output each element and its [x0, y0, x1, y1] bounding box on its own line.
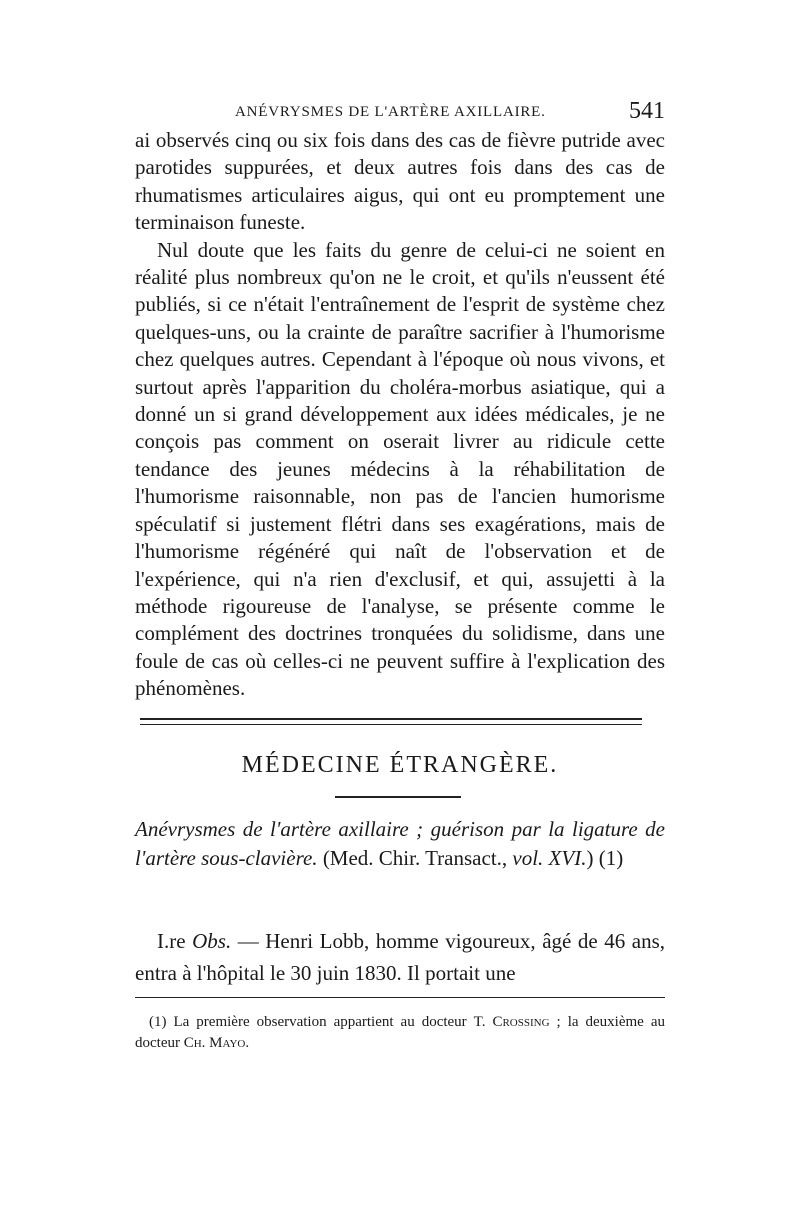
section-heading: MÉDECINE ÉTRANGÈRE.: [241, 752, 559, 778]
page-number: 541: [629, 98, 665, 124]
observation-block: [135, 925, 665, 989]
footnote-rule: [135, 997, 665, 998]
footnote-name-2: Ch. Mayo: [183, 1035, 246, 1051]
article-title-block: [135, 815, 665, 872]
article-volume: vol. XVI.: [512, 845, 587, 870]
footnote-paragraph: [135, 1012, 665, 1054]
footnote: [135, 1012, 665, 1054]
running-title: ANÉVRYSMES DE L'ARTÈRE AXILLAIRE.: [235, 104, 546, 120]
footnote-marker: (1): [149, 1014, 167, 1030]
footnote-text-after: .: [245, 1035, 250, 1051]
paragraph-1: ai observés cinq ou six fois dans des cas de fièvre putride avec parotides suppurées, et deux autres fois dans des cas de rhumatismes articulaires aigus, qui ont eu promptement une terminaison funeste.: [135, 128, 665, 235]
paragraph-2: Nul doute que les faits du genre de celui-ci ne soient en réalité plus nombreux qu'on ne le croit, et qu'ils n'eussent été publiés, si ce n'était l'entraînement de l'esprit de système chez quelques-uns, ou la crainte de paraître sacrifier à l'humorisme chez quelques autres. Cependant à l'époque où nous vivons, et surtout après l'apparition du choléra-morbus asiatique, qui a donné un si grand développement aux idées médicales, je ne conçois pas comment on oserait livrer au ridicule cette tendance des jeunes médecins à la réhabilitation de l'humorisme raisonnable, non pas de l'ancien humorisme spéculatif si justement flétri dans ses exagérations, mais de l'humorisme régénéré qui naît de l'observation et de l'expérience, qui n'a rien d'exclusif, et qui, assujetti à la méthode rigoureuse de l'analyse, se présente comme le complément des doctrines tronquées du solidisme, dans une foule de cas où celles-ci ne peuvent suffire à l'explication des phénomènes.: [135, 237, 665, 701]
observation-text: — Henri Lobb, homme vigoureux, âgé de 46 ans, entra à l'hôpital le 30 juin 1830. Il portait une: [135, 929, 665, 985]
article-title-italic: Anévrysmes de l'artère axillaire ; guérison par la ligature de l'artère sous-clavière.: [135, 817, 665, 870]
footnote-text-before: La première observation appartient au docteur: [166, 1014, 474, 1030]
article-title: [135, 815, 665, 872]
observation-label: Obs.: [192, 929, 232, 953]
page-header: [135, 100, 665, 128]
section-divider-bottom: [140, 724, 642, 725]
observation-paragraph: [135, 925, 665, 989]
footnote-name-1: T. Crossing: [473, 1014, 550, 1030]
section-divider-top: [140, 718, 642, 720]
observation-number: I.re: [157, 929, 186, 953]
article-source: (Med. Chir. Transact.,: [317, 845, 508, 870]
article-footnote-ref: ) (1): [586, 845, 624, 870]
footnote-text-middle: ; la deuxième au docteur: [135, 1014, 665, 1051]
heading-underline: [335, 796, 461, 798]
body-text: [135, 127, 665, 703]
